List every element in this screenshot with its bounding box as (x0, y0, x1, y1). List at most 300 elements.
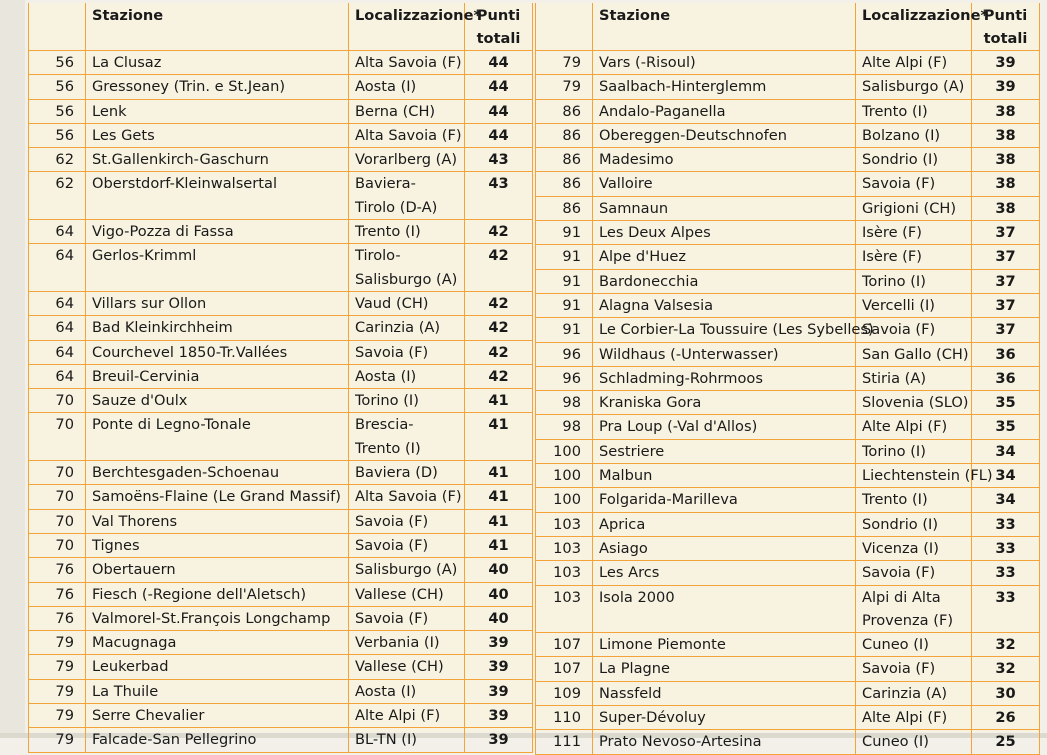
table-row (536, 99, 1040, 123)
station-cell: Samnaun (593, 196, 856, 220)
rank-cell: 91 (536, 245, 593, 269)
rank-cell: 56 (29, 123, 86, 147)
table-row (29, 340, 533, 364)
location-line: Alte Alpi (F) (862, 709, 948, 727)
location-line: Carinzia (A) (355, 319, 441, 337)
rank-cell: 64 (29, 244, 86, 292)
location-cell (856, 318, 972, 342)
location-line: Trento (I) (862, 102, 928, 120)
location-line: Alte Alpi (F) (862, 54, 948, 71)
station-cell: Bardonecchia (593, 269, 856, 293)
location-line: Salisburgo (A) (355, 561, 458, 579)
points-cell: 44 (465, 123, 533, 147)
location-line: Isère (F) (862, 224, 922, 242)
location-line: BL-TN (I) (355, 731, 417, 749)
location-cell (856, 657, 972, 681)
location-cell (349, 461, 465, 485)
left-margin-strip (0, 0, 25, 738)
location-line: Baviera- (355, 175, 416, 193)
station-cell: Obereggen-Deutschnofen (593, 123, 856, 147)
location-line: Isère (F) (862, 248, 922, 266)
table-row (536, 318, 1040, 342)
points-cell: 34 (972, 488, 1040, 512)
points-cell: 42 (465, 316, 533, 340)
location-line: Trento (I) (862, 491, 928, 509)
rank-cell: 64 (29, 364, 86, 388)
points-cell: 39 (465, 704, 533, 728)
station-cell: Fiesch (-Regione dell'Aletsch) (86, 582, 349, 606)
location-line: San Gallo (CH) (862, 345, 969, 363)
location-line: Trento (I) (355, 223, 421, 241)
table-row (29, 655, 533, 679)
rank-cell: 86 (536, 99, 593, 123)
rank-cell: 107 (536, 657, 593, 681)
location-cell (856, 269, 972, 293)
rank-cell: 98 (536, 391, 593, 415)
table-row (536, 342, 1040, 366)
table-row (29, 389, 533, 413)
rank-cell: 70 (29, 461, 86, 485)
location-cell (349, 485, 465, 509)
location-line: Aosta (I) (355, 367, 417, 385)
location-line: Vallese (CH) (355, 658, 444, 676)
location-line: Torino (I) (862, 442, 926, 460)
table-row (536, 51, 1040, 75)
ranking-table-left-panel (28, 3, 532, 749)
rank-cell: 86 (536, 172, 593, 196)
table-row (536, 269, 1040, 293)
points-cell: 44 (465, 99, 533, 123)
table-row (536, 561, 1040, 585)
location-cell (856, 536, 972, 560)
location-cell (856, 51, 972, 75)
points-cell: 44 (465, 51, 533, 75)
right-table-body (536, 51, 1040, 755)
points-cell: 25 (972, 730, 1040, 754)
rank-cell: 91 (536, 293, 593, 317)
location-cell (349, 148, 465, 172)
points-cell: 32 (972, 633, 1040, 657)
rank-cell: 103 (536, 512, 593, 536)
rank-cell: 79 (536, 75, 593, 99)
rank-cell: 70 (29, 413, 86, 461)
rank-cell: 86 (536, 148, 593, 172)
station-cell: Bad Kleinkirchheim (86, 316, 349, 340)
points-cell: 38 (972, 99, 1040, 123)
table-row (29, 244, 533, 292)
location-cell (349, 558, 465, 582)
location-line: Savoia (F) (355, 536, 429, 554)
rank-cell: 79 (536, 51, 593, 75)
rank-cell: 70 (29, 533, 86, 557)
location-line: Savoia (F) (355, 609, 429, 627)
rank-cell: 70 (29, 389, 86, 413)
rank-cell: 62 (29, 172, 86, 220)
points-cell: 38 (972, 148, 1040, 172)
location-cell (349, 413, 465, 461)
location-cell (856, 488, 972, 512)
points-cell: 32 (972, 657, 1040, 681)
points-cell: 30 (972, 681, 1040, 705)
location-cell (349, 389, 465, 413)
location-line: Tirolo (D-A) (355, 198, 438, 216)
location-line: Provenza (F) (862, 611, 954, 629)
location-cell (856, 464, 993, 488)
location-line: Grigioni (CH) (862, 199, 957, 217)
location-line: Salisburgo (A) (355, 270, 458, 288)
location-cell (349, 75, 465, 99)
location-cell (856, 585, 972, 633)
location-cell (856, 439, 972, 463)
rank-cell: 70 (29, 509, 86, 533)
location-line: Cuneo (I) (862, 636, 929, 654)
table-row (29, 558, 533, 582)
points-cell: 42 (465, 364, 533, 388)
points-cell: 40 (465, 606, 533, 630)
points-cell: 41 (465, 413, 533, 461)
points-cell: 37 (972, 221, 1040, 245)
table-row (536, 221, 1040, 245)
location-line: Brescia- (355, 416, 414, 434)
table-row (536, 123, 1040, 147)
table-row (29, 413, 533, 461)
rank-cell: 79 (29, 631, 86, 655)
location-cell (856, 123, 972, 147)
table-row (536, 172, 1040, 196)
station-cell: Macugnaga (86, 631, 349, 655)
points-cell: 37 (972, 269, 1040, 293)
station-cell: Val Thorens (86, 509, 349, 533)
location-line: Vorarlberg (A) (355, 151, 458, 169)
rank-cell: 111 (536, 730, 593, 754)
station-cell: St.Gallenkirch-Gaschurn (86, 148, 349, 172)
station-cell: Super-Dévoluy (593, 706, 856, 730)
station-cell: Ponte di Legno-Tonale (86, 413, 349, 461)
points-cell: 42 (465, 340, 533, 364)
rank-cell: 109 (536, 681, 593, 705)
points-cell: 40 (465, 558, 533, 582)
ranking-table-right (535, 3, 1040, 755)
station-cell: Alagna Valsesia (593, 293, 856, 317)
header-location: Localizzazione* (349, 3, 465, 51)
header-station: Stazione (593, 3, 856, 51)
station-cell: Asiago (593, 536, 856, 560)
station-cell: Breuil-Cervinia (86, 364, 349, 388)
station-cell: Gressoney (Trin. e St.Jean) (86, 75, 349, 99)
header-points-line2: totali (983, 30, 1028, 47)
station-cell: Aprica (593, 512, 856, 536)
location-cell (856, 148, 972, 172)
rank-cell: 100 (536, 488, 593, 512)
table-row (29, 533, 533, 557)
table-row (536, 439, 1040, 463)
table-row (29, 679, 533, 703)
points-cell: 37 (972, 293, 1040, 317)
location-cell (856, 561, 972, 585)
location-line: Vercelli (I) (862, 296, 936, 314)
table-header-row (536, 3, 1040, 51)
table-row (29, 582, 533, 606)
location-line: Alpi di Alta (862, 588, 941, 606)
station-cell: Prato Nevoso-Artesina (593, 730, 856, 754)
table-row (536, 148, 1040, 172)
table-row (29, 728, 533, 752)
location-cell (349, 244, 465, 292)
rank-cell: 76 (29, 558, 86, 582)
location-cell (349, 606, 465, 630)
station-cell: La Thuile (86, 679, 349, 703)
location-cell (856, 196, 972, 220)
location-cell (349, 533, 465, 557)
table-row (536, 196, 1040, 220)
location-line: Savoia (F) (862, 321, 936, 339)
location-cell (856, 172, 972, 196)
rank-cell: 103 (536, 536, 593, 560)
location-cell (349, 728, 465, 752)
station-cell: Sauze d'Oulx (86, 389, 349, 413)
table-row (29, 316, 533, 340)
points-cell: 34 (972, 464, 1040, 488)
station-cell: Vigo-Pozza di Fassa (86, 220, 349, 244)
table-row (536, 391, 1040, 415)
location-line: Savoia (F) (355, 512, 429, 530)
station-cell: Limone Piemonte (593, 633, 856, 657)
points-cell: 37 (972, 318, 1040, 342)
table-row (29, 123, 533, 147)
location-cell (856, 681, 972, 705)
table-row (536, 633, 1040, 657)
points-cell: 41 (465, 509, 533, 533)
points-cell: 33 (972, 536, 1040, 560)
header-station: Stazione (86, 3, 349, 51)
table-row (536, 415, 1040, 439)
points-cell: 34 (972, 439, 1040, 463)
header-points-line2: totali (476, 30, 521, 47)
points-cell: 38 (972, 123, 1040, 147)
header-points-line1: Punti (983, 7, 1028, 24)
rank-cell: 91 (536, 318, 593, 342)
station-cell: Sestriere (593, 439, 856, 463)
rank-cell: 70 (29, 485, 86, 509)
station-cell: Alpe d'Huez (593, 245, 856, 269)
table-row (536, 245, 1040, 269)
location-cell (856, 342, 972, 366)
points-cell: 42 (465, 244, 533, 292)
table-row (536, 75, 1040, 99)
station-cell: Valloire (593, 172, 856, 196)
table-row (536, 730, 1040, 754)
location-line: Alta Savoia (F) (355, 54, 462, 71)
station-cell: Pra Loup (-Val d'Allos) (593, 415, 856, 439)
table-row (29, 364, 533, 388)
rank-cell: 64 (29, 291, 86, 315)
points-cell: 41 (465, 533, 533, 557)
table-row (536, 488, 1040, 512)
rank-cell: 76 (29, 606, 86, 630)
location-cell (349, 364, 465, 388)
location-line: Cuneo (I) (862, 733, 929, 751)
table-row (29, 172, 533, 220)
header-rank (536, 3, 593, 51)
points-cell: 40 (465, 582, 533, 606)
rank-cell: 91 (536, 269, 593, 293)
location-cell (349, 582, 465, 606)
rank-cell: 96 (536, 342, 593, 366)
table-row (29, 291, 533, 315)
rank-cell: 100 (536, 464, 593, 488)
points-cell: 39 (972, 51, 1040, 75)
points-cell: 26 (972, 706, 1040, 730)
points-cell: 35 (972, 415, 1040, 439)
points-cell: 36 (972, 342, 1040, 366)
table-row (536, 681, 1040, 705)
station-cell: Samoëns-Flaine (Le Grand Massif) (86, 485, 349, 509)
rank-cell: 86 (536, 123, 593, 147)
rank-cell: 86 (536, 196, 593, 220)
station-cell: Isola 2000 (593, 585, 856, 633)
header-points-line1: Punti (476, 7, 521, 24)
location-cell (856, 75, 972, 99)
points-cell: 42 (465, 291, 533, 315)
rank-cell: 56 (29, 51, 86, 75)
station-cell: Tignes (86, 533, 349, 557)
location-line: Trento (I) (355, 439, 421, 457)
table-row (536, 585, 1040, 633)
station-cell: Lenk (86, 99, 349, 123)
station-cell: Folgarida-Marilleva (593, 488, 856, 512)
station-cell: Les Arcs (593, 561, 856, 585)
location-cell (349, 679, 465, 703)
points-cell: 41 (465, 485, 533, 509)
header-rank (29, 3, 86, 51)
table-row (29, 148, 533, 172)
location-line: Liechtenstein (FL) (862, 467, 993, 485)
location-line: Alta Savoia (F) (355, 488, 462, 506)
table-row (29, 99, 533, 123)
header-location: Localizzazione* (856, 3, 972, 51)
location-cell (349, 220, 465, 244)
station-cell: Oberstdorf-Kleinwalsertal (86, 172, 349, 220)
location-line: Verbania (I) (355, 634, 440, 652)
station-cell: Andalo-Paganella (593, 99, 856, 123)
points-cell: 42 (465, 220, 533, 244)
station-cell: Nassfeld (593, 681, 856, 705)
location-cell (856, 633, 972, 657)
table-row (536, 657, 1040, 681)
rank-cell: 64 (29, 340, 86, 364)
station-cell: La Clusaz (86, 51, 349, 75)
station-cell: Les Gets (86, 123, 349, 147)
station-cell: Valmorel-St.François Longchamp (86, 606, 349, 630)
table-row (536, 536, 1040, 560)
location-line: Vicenza (I) (862, 539, 939, 557)
ranking-table-left (28, 3, 533, 753)
table-row (29, 51, 533, 75)
rank-cell: 96 (536, 366, 593, 390)
points-cell: 37 (972, 245, 1040, 269)
station-cell: Saalbach-Hinterglemm (593, 75, 856, 99)
station-cell: La Plagne (593, 657, 856, 681)
location-cell (349, 291, 465, 315)
location-line: Savoia (F) (862, 660, 936, 678)
location-line: Aosta (I) (355, 78, 417, 96)
location-line: Torino (I) (355, 392, 419, 410)
points-cell: 36 (972, 366, 1040, 390)
station-cell: Courchevel 1850-Tr.Vallées (86, 340, 349, 364)
location-line: Berna (CH) (355, 102, 436, 120)
location-cell (856, 221, 972, 245)
rank-cell: 107 (536, 633, 593, 657)
station-cell: Leukerbad (86, 655, 349, 679)
station-cell: Le Corbier-La Toussuire (Les Sybelles) (593, 318, 856, 342)
table-row (536, 366, 1040, 390)
table-row (536, 464, 1040, 488)
location-line: Carinzia (A) (862, 684, 948, 702)
points-cell: 39 (972, 75, 1040, 99)
location-line: Slovenia (SLO) (862, 394, 969, 412)
rank-cell: 56 (29, 75, 86, 99)
location-cell (349, 704, 465, 728)
points-cell: 39 (465, 655, 533, 679)
station-cell: Berchtesgaden-Schoenau (86, 461, 349, 485)
location-line: Tirolo- (355, 247, 401, 265)
location-line: Savoia (F) (355, 343, 429, 361)
location-line: Vallese (CH) (355, 585, 444, 603)
location-cell (349, 340, 465, 364)
location-line: Alte Alpi (F) (355, 707, 441, 725)
points-cell: 38 (972, 196, 1040, 220)
rank-cell: 91 (536, 221, 593, 245)
rank-cell: 64 (29, 316, 86, 340)
table-row (536, 706, 1040, 730)
rank-cell: 62 (29, 148, 86, 172)
rank-cell: 100 (536, 439, 593, 463)
location-cell (856, 391, 972, 415)
location-cell (349, 631, 465, 655)
station-cell: Malbun (593, 464, 856, 488)
location-line: Alta Savoia (F) (355, 126, 462, 144)
points-cell: 33 (972, 585, 1040, 633)
rank-cell: 56 (29, 99, 86, 123)
location-line: Sondrio (I) (862, 515, 939, 533)
station-cell: Kraniska Gora (593, 391, 856, 415)
location-cell (856, 366, 972, 390)
table-row (29, 606, 533, 630)
rank-cell: 79 (29, 655, 86, 679)
rank-cell: 79 (29, 728, 86, 752)
location-line: Vaud (CH) (355, 294, 429, 312)
station-cell: Les Deux Alpes (593, 221, 856, 245)
location-line: Alte Alpi (F) (862, 418, 948, 436)
location-cell (856, 415, 972, 439)
station-cell: Villars sur Ollon (86, 291, 349, 315)
table-row (29, 485, 533, 509)
station-cell: Falcade-San Pellegrino (86, 728, 349, 752)
table-row (29, 509, 533, 533)
location-cell (856, 730, 972, 754)
rank-cell: 110 (536, 706, 593, 730)
rank-cell: 103 (536, 561, 593, 585)
location-cell (349, 509, 465, 533)
rank-cell: 79 (29, 704, 86, 728)
points-cell: 44 (465, 75, 533, 99)
points-cell: 39 (465, 679, 533, 703)
points-cell: 41 (465, 389, 533, 413)
location-cell (349, 655, 465, 679)
points-cell: 43 (465, 148, 533, 172)
points-cell: 33 (972, 561, 1040, 585)
left-table-body (29, 51, 533, 753)
